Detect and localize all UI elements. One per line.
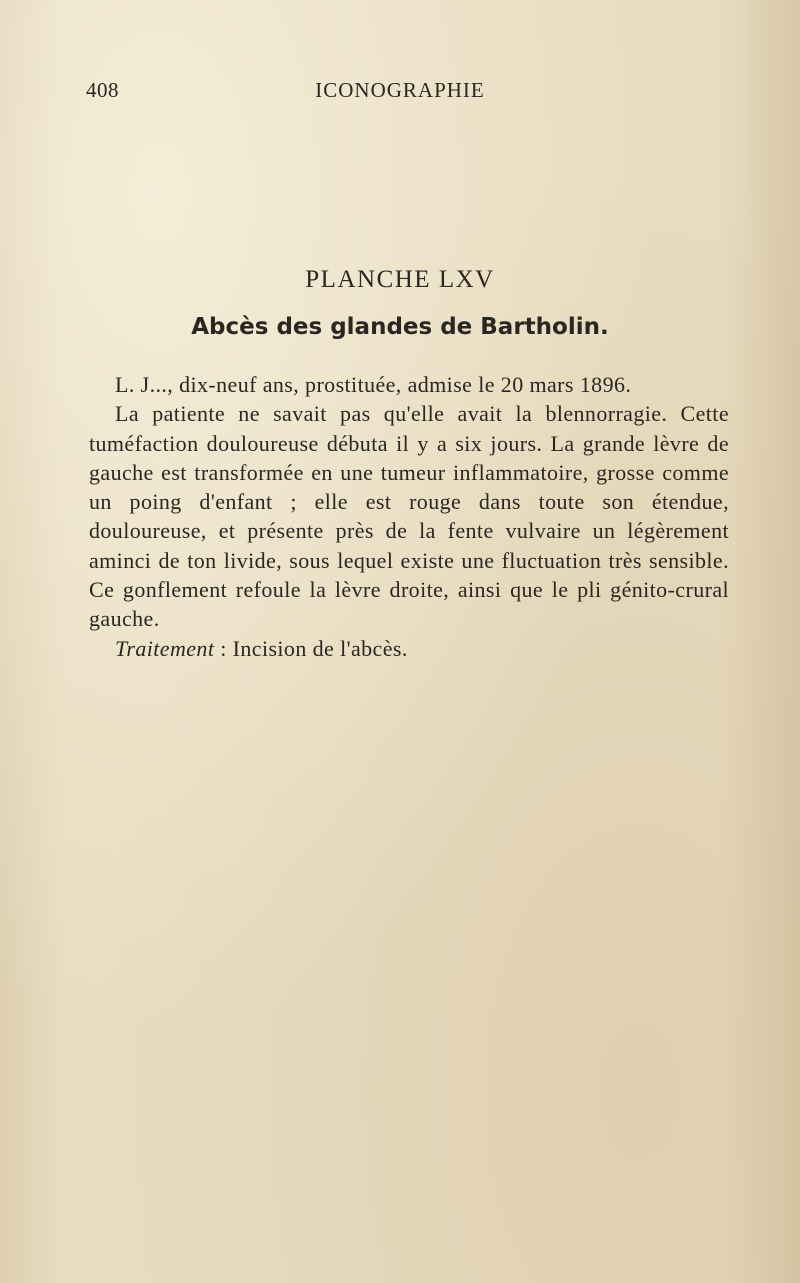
page-number: 408 (86, 78, 119, 102)
treatment-label: Traitement (115, 635, 215, 661)
case-description (89, 370, 729, 663)
running-title: ICONOGRAPHIE (315, 78, 485, 102)
treatment-text: : Incision de l'abcès. (214, 635, 408, 661)
patient-info-paragraph: L. J..., dix-neuf ans, prostituée, admise le 20 mars 1896. (115, 372, 632, 397)
plate-title: PLANCHE LXV (305, 266, 495, 293)
clinical-description-paragraph: La patiente ne savait pas qu'elle avait la blennorragie. Cette tuméfaction douloureuse débuta il y a six jours. La grande lèvre de gauche est transformée en une tumeur inflammatoire, grosse comme un poing d'enfant ; elle est rouge dans toute son étendue, douloureuse, et présente près de la fente vulvaire un légèrement aminci de ton livide, sous lequel existe une fluctuation très sensible. Ce gonflement refoule la lèvre droite, ainsi que le pli génito-crural gauche. (89, 401, 729, 632)
treatment-paragraph (89, 634, 729, 663)
plate-subtitle: Abcès des glandes de Bartholin. (191, 314, 609, 340)
